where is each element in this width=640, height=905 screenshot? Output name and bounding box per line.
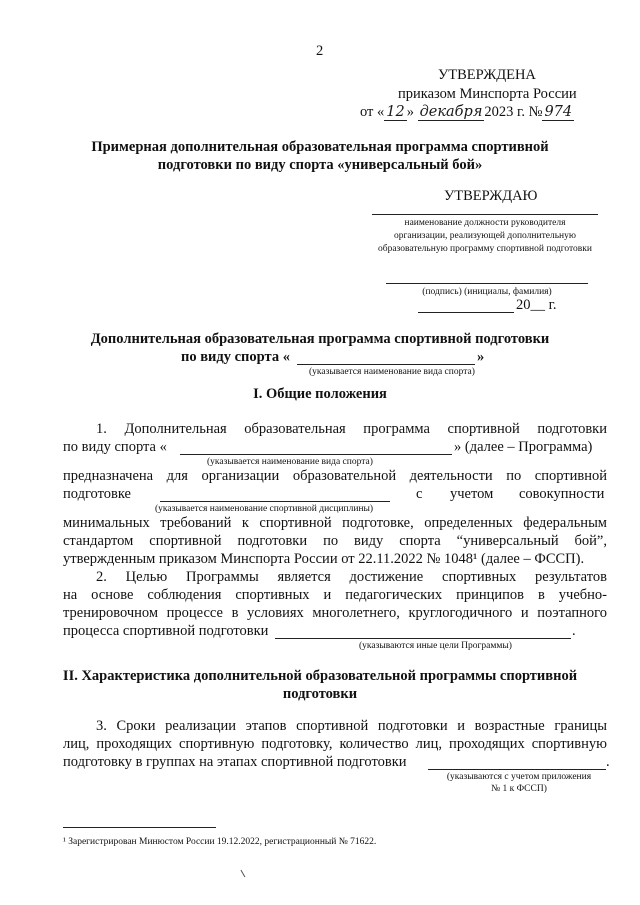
date-line (418, 312, 514, 313)
program-title-line2-end: » (477, 349, 485, 365)
p2-line3: тренировочном процессе в условиях многолетнего, круглогодичного и поэтапного (63, 605, 607, 621)
doc-title-line2: подготовки по виду спорта «универсальный бой» (157, 157, 483, 173)
p1-line4-b: совокупности (519, 486, 605, 502)
signature-hint: (подпись) (инициалы, фамилия) (422, 287, 552, 297)
program-sport-hint: (указывается наименование вида спорта) (309, 367, 475, 377)
approval-line1: приказом Минспорта России (398, 86, 577, 102)
footnote-separator (63, 827, 216, 828)
handwritten-month: декабря (419, 104, 483, 120)
handwritten-number: 974 (544, 104, 573, 120)
p1-line4-mid: с (416, 486, 423, 502)
p2-line4-start: процесса спортивной подготовки (63, 623, 269, 639)
date-mid: » (406, 104, 414, 120)
approve-hint1: наименование должности руководителя (404, 218, 566, 228)
p2-line2: на основе соблюдения спортивных и педагогических принципов в учебно- (63, 587, 607, 603)
p1-line6: стандартом спортивной подготовки по виду спорта “универсальный бой”, (63, 533, 607, 549)
p3-hint1: (указываются с учетом приложения (446, 772, 592, 782)
date-prefix: от « (360, 104, 385, 120)
p3-line3-end: . (606, 754, 610, 770)
p3-line1: 3. Сроки реализации этапов спортивной подготовки и возрастные границы (96, 718, 607, 734)
p1-discipline-line (160, 501, 390, 502)
p1-line3: предназначена для организации образовательной деятельности по спортивной (63, 468, 607, 484)
section2-heading-line1: II. Характеристика дополнительной образовательной программы спортивной (62, 668, 578, 684)
program-sport-line (297, 364, 475, 365)
scan-mark (240, 867, 250, 877)
approval-title: УТВЕРЖДЕНА (438, 67, 536, 83)
program-title-line1: Дополнительная образовательная программа спортивной подготовки (90, 331, 550, 347)
p1-line4-a: учетом (450, 486, 494, 502)
p2-line4-end: . (572, 623, 576, 639)
p2-line1: 2. Целью Программы является достижение спортивных результатов (96, 569, 607, 585)
p1-hint-sport: (указывается наименование вида спорта) (207, 457, 373, 467)
program-title-line2-start: по виду спорта « (181, 349, 290, 365)
approve-hint2: организации, реализующей дополнительную (394, 231, 576, 241)
p3-line2: лиц, проходящих спортивную подготовку, количество лиц, проходящих спортивную (63, 736, 607, 752)
approval-date-line (360, 103, 574, 121)
approve-label: УТВЕРЖДАЮ (444, 188, 538, 204)
doc-title-line1: Примерная дополнительная образовательная программа спортивной (91, 139, 549, 155)
signature-line (386, 283, 588, 284)
footnote-text: ¹ Зарегистрирован Минюстом России 19.12.2022, регистрационный № 71622. (63, 837, 377, 847)
p2-hint-goals: (указываются иные цели Программы) (359, 641, 512, 651)
p1-line4-start: подготовке (63, 486, 131, 502)
year-suffix: 20__ г. (516, 297, 557, 313)
p2-goals-line (275, 638, 571, 639)
date-year: 2023 г. № (484, 104, 543, 120)
approve-position-line (372, 214, 598, 215)
p1-line7: утвержденным приказом Минспорта России от 22.11.2022 № 1048¹ (далее – ФССП). (63, 551, 585, 567)
section1-heading: I. Общие положения (253, 386, 387, 402)
p3-hint2: № 1 к ФССП) (491, 784, 547, 794)
approve-hint3: образовательную программу спортивной подготовки (377, 244, 592, 254)
p1-line1: 1. Дополнительная образовательная программа спортивной подготовки (96, 421, 607, 437)
p3-groups-line (428, 769, 606, 770)
p1-sport-line (180, 454, 452, 455)
section2-heading-line2: подготовки (282, 686, 358, 702)
handwritten-day: 12 (386, 104, 405, 120)
p1-line2-end: » (далее – Программа) (454, 439, 593, 455)
p1-line5: минимальных требований к спортивной подготовке, определенных федеральным (63, 515, 607, 531)
p1-line2-start: по виду спорта « (63, 439, 167, 455)
p3-line3-start: подготовку в группах на этапах спортивной подготовки (63, 754, 407, 770)
p1-hint-discipline: (указывается наименование спортивной дисциплины) (155, 504, 374, 514)
page-number: 2 (316, 43, 324, 59)
